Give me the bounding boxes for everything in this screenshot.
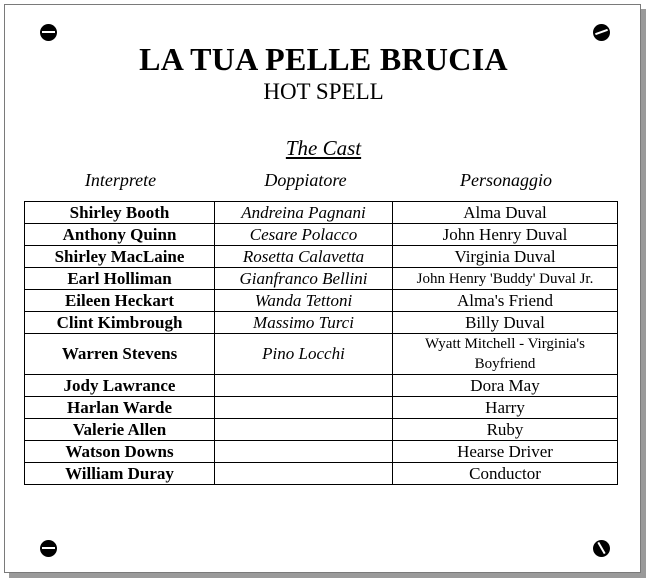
role-cell: John Henry 'Buddy' Duval Jr. [393,268,618,290]
role-cell: Ruby [393,419,618,441]
cast-table [24,201,618,485]
table-row [25,419,618,441]
dubber-cell: Andreina Pagnani [215,202,393,224]
actor-cell: Shirley MacLaine [25,246,215,268]
dubber-cell [215,375,393,397]
actor-cell: Shirley Booth [25,202,215,224]
page-subtitle: HOT SPELL [263,79,384,104]
role-cell: Wyatt Mitchell - Virginia's Boyfriend [393,334,618,375]
table-row [25,375,618,397]
dubber-cell [215,441,393,463]
screw-icon [40,540,57,557]
table-row [25,290,618,312]
role-cell: Harry [393,397,618,419]
actor-cell: William Duray [25,463,215,485]
column-header-role: Personaggio [460,170,552,190]
screw-icon [40,24,57,41]
screw-icon [593,24,610,41]
actor-cell: Warren Stevens [25,334,215,375]
dubber-cell [215,397,393,419]
column-header-dubber: Doppiatore [264,170,347,190]
page-title: LA TUA PELLE BRUCIA [139,41,508,77]
table-row [25,312,618,334]
dubber-cell [215,463,393,485]
actor-cell: Harlan Warde [25,397,215,419]
role-cell: Billy Duval [393,312,618,334]
table-row [25,441,618,463]
dubber-cell [215,419,393,441]
column-header-actor: Interprete [84,170,157,190]
role-cell: John Henry Duval [393,224,618,246]
role-cell: Virginia Duval [393,246,618,268]
role-cell: Alma's Friend [393,290,618,312]
actor-cell: Earl Holliman [25,268,215,290]
dubber-cell: Massimo Turci [215,312,393,334]
cast-plaque [4,4,641,573]
table-row [25,246,618,268]
table-row [25,334,618,375]
actor-cell: Valerie Allen [25,419,215,441]
dubber-cell: Wanda Tettoni [215,290,393,312]
role-cell: Conductor [393,463,618,485]
dubber-cell: Gianfranco Bellini [215,268,393,290]
actor-cell: Watson Downs [25,441,215,463]
cast-heading: The Cast [285,136,362,160]
table-row [25,463,618,485]
role-cell: Alma Duval [393,202,618,224]
role-cell: Hearse Driver [393,441,618,463]
screw-icon [593,540,610,557]
table-row [25,202,618,224]
table-row [25,397,618,419]
table-row [25,268,618,290]
dubber-cell: Pino Locchi [215,334,393,375]
dubber-cell: Cesare Polacco [215,224,393,246]
actor-cell: Anthony Quinn [25,224,215,246]
actor-cell: Clint Kimbrough [25,312,215,334]
actor-cell: Eileen Heckart [25,290,215,312]
actor-cell: Jody Lawrance [25,375,215,397]
table-row [25,224,618,246]
dubber-cell: Rosetta Calavetta [215,246,393,268]
role-cell: Dora May [393,375,618,397]
